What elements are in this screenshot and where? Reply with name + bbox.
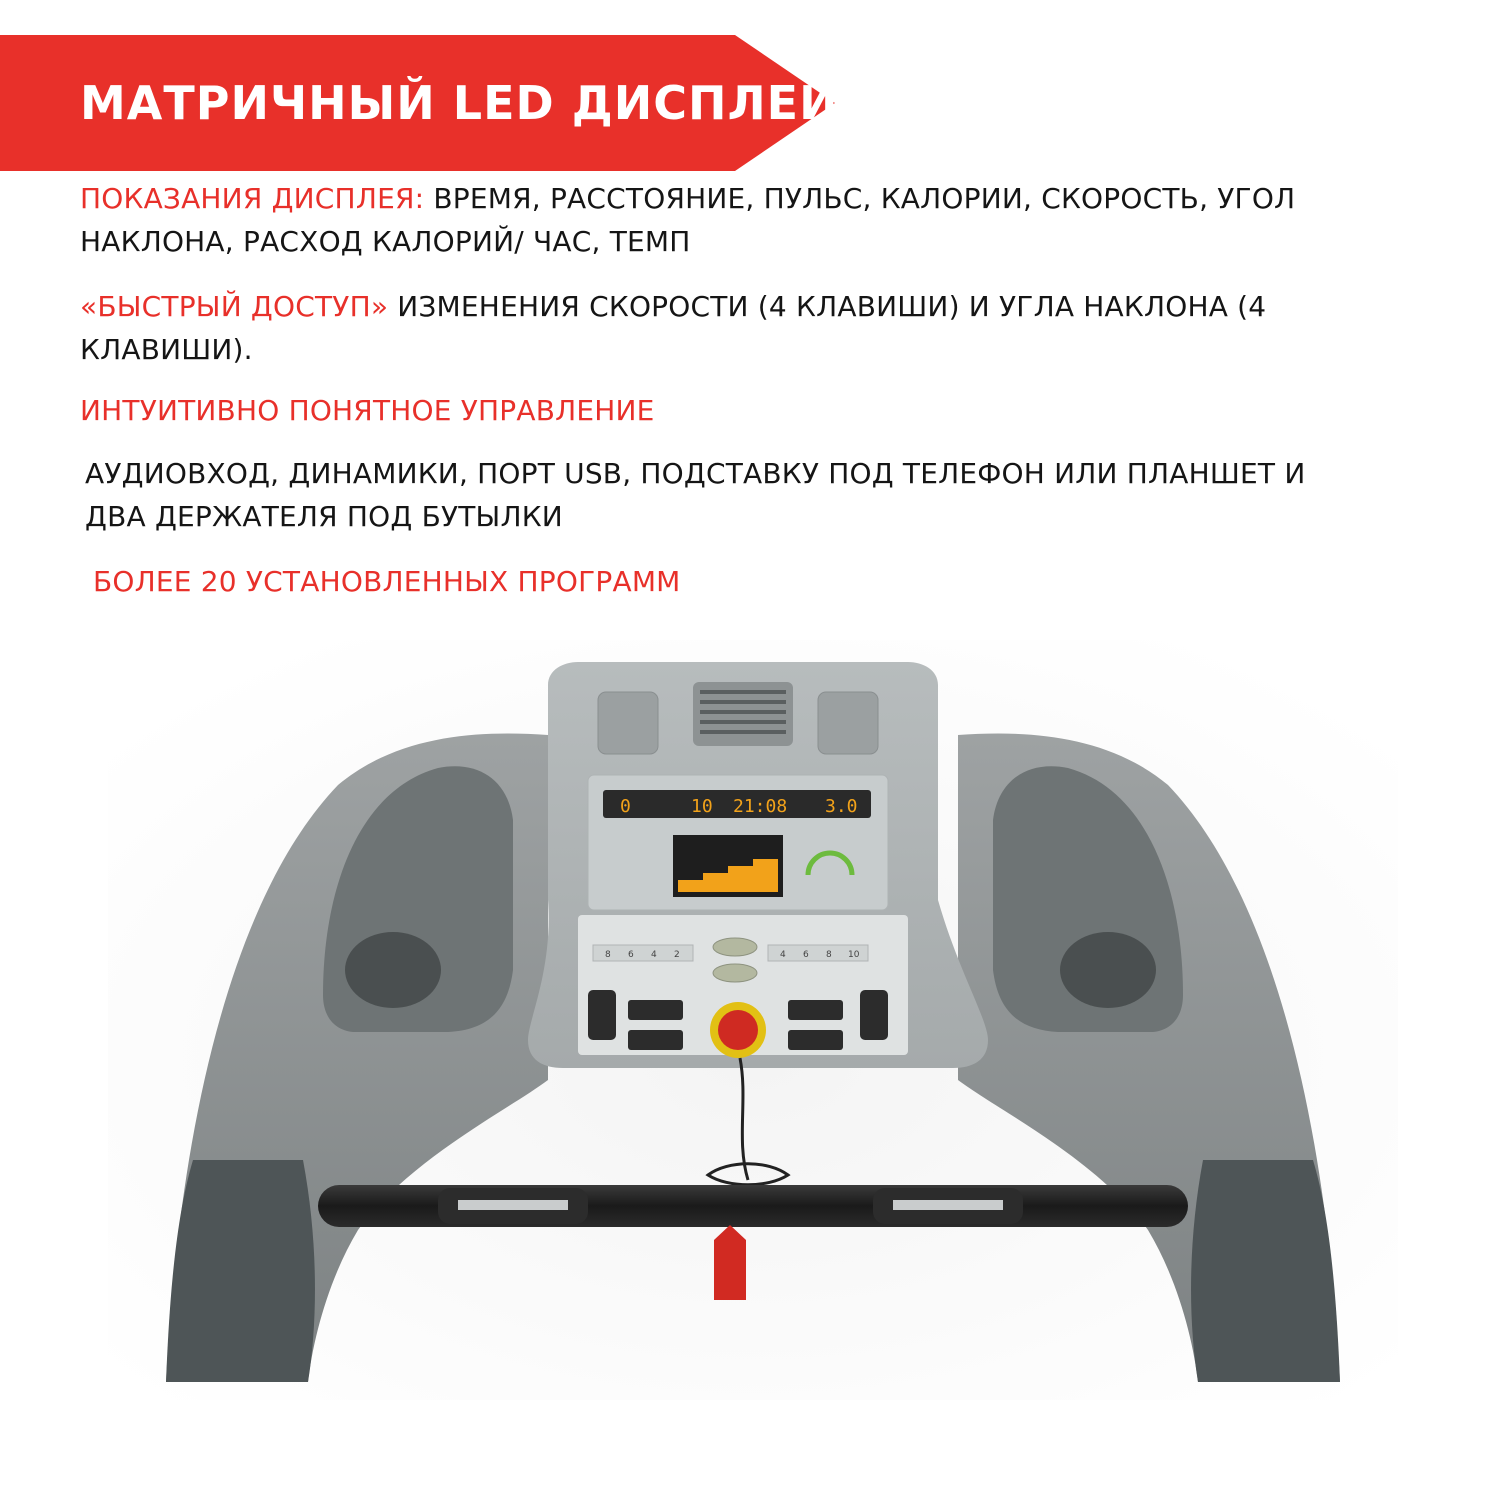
programs-feature: БОЛЕЕ 20 УСТАНОВЛЕННЫХ ПРОГРАММ [93,565,681,598]
speed-key: 8 [826,950,832,960]
display-button [713,964,757,982]
speed-rocker [860,990,888,1040]
safety-key [718,1010,758,1050]
program-select-key [788,1000,843,1020]
right-upright-lower [1191,1160,1340,1382]
speed-key: 6 [803,950,809,960]
quick-speed-keys [768,945,868,961]
quick-access-label: «БЫСТРЫЙ ДОСТУП» [80,290,389,323]
incline-key: 4 [651,950,657,960]
banner-title: МАТРИЧНЫЙ LED ДИСПЛЕЙ [80,76,839,130]
readout-speed: 3.0 [825,796,858,817]
stop-key [628,1030,683,1050]
readout-clock: 21:08 [733,796,788,817]
start-key [788,1030,843,1050]
treadmill-console-photo [108,640,1398,1400]
display-feature-line1: ВРЕМЯ, РАССТОЯНИЕ, ПУЛЬС, КАЛОРИИ, СКОРОСТЬ, УГОЛ [433,182,1296,215]
extras-feature [85,452,1305,538]
quick-access-feature [80,285,1266,371]
extras-line1: АУДИОВХОД, ДИНАМИКИ, ПОРТ USB, ПОДСТАВКУ ПОД ТЕЛЕФОН ИЛИ ПЛАНШЕТ И [85,457,1306,490]
quick-incline-keys [593,945,693,961]
quick-access-line2: КЛАВИШИ). [80,333,253,366]
display-feature [80,177,1295,263]
manual-button [713,938,757,956]
enter-key [628,1000,683,1020]
left-bottle-holder [345,932,441,1008]
left-upright-lower [166,1160,315,1382]
title-banner [0,35,839,171]
speed-key: 10 [848,950,860,960]
intuitive-control-feature: ИНТУИТИВНО ПОНЯТНОЕ УПРАВЛЕНИЕ [80,394,655,427]
left-pulse-sensor [458,1200,568,1210]
safety-clip [714,1225,746,1300]
display-feature-label: ПОКАЗАНИЯ ДИСПЛЕЯ: [80,182,425,215]
right-bottle-holder [1060,932,1156,1008]
right-speaker [818,692,878,754]
incline-rocker [588,990,616,1040]
treadmill-console-illustration [108,640,1398,1400]
extras-line2: ДВА ДЕРЖАТЕЛЯ ПОД БУТЫЛКИ [85,500,563,533]
incline-key: 2 [674,950,680,960]
incline-key: 6 [628,950,634,960]
readout-distance: 10 [691,796,713,817]
left-speaker [598,692,658,754]
right-pulse-sensor [893,1200,1003,1210]
quick-access-line1: ИЗМЕНЕНИЯ СКОРОСТИ (4 КЛАВИШИ) И УГЛА НАКЛОНА (4 [397,290,1267,323]
speed-key: 4 [780,950,786,960]
incline-key: 8 [605,950,611,960]
readout-time: 0 [620,796,631,817]
display-feature-line2: НАКЛОНА, РАСХОД КАЛОРИЙ/ ЧАС, ТЕМП [80,225,691,258]
